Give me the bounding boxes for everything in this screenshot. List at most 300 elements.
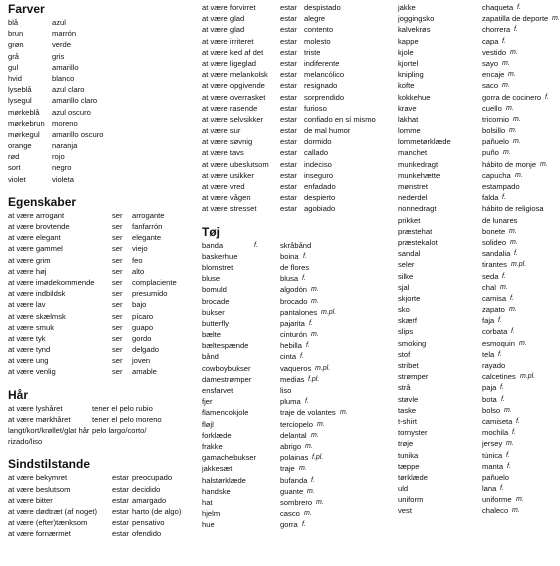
grammar-label: f. [498, 317, 502, 325]
spanish-term: inseguro [304, 170, 334, 180]
entry-row [202, 318, 390, 329]
entry-row [202, 251, 390, 262]
spanish-term: ser [112, 255, 123, 265]
danish-term: at være indbildsk [8, 289, 66, 299]
spanish-term: estar [280, 25, 297, 35]
spanish-term: calcetines [482, 372, 516, 382]
danish-term: rizado/liso [8, 437, 43, 447]
danish-term: at være elegant [8, 233, 61, 243]
grammar-label: m.pl. [321, 308, 337, 316]
danish-term: kappe [398, 36, 419, 46]
danish-term: at være vred [202, 182, 245, 191]
entry-row [202, 296, 390, 307]
spanish-term: resignado [304, 81, 338, 91]
entry-row [202, 69, 390, 80]
spanish-term: furioso [304, 103, 327, 113]
entry-row [202, 2, 390, 13]
danish-term: forklæde [202, 430, 232, 440]
entry-row [398, 92, 554, 103]
danish-term: at være dødtræt (af noget) [8, 506, 98, 516]
spanish-term: cinta [280, 352, 297, 362]
danish-term: silke [398, 271, 414, 281]
grammar-label: m. [509, 227, 517, 235]
spanish-term: melancólico [304, 70, 345, 80]
entry-row [202, 147, 390, 158]
grammar-label: m. [515, 171, 523, 179]
grammar-label: m. [340, 409, 348, 417]
entry-row [8, 243, 198, 254]
toj-list [202, 240, 390, 531]
spanish-term: uniforme [482, 495, 512, 505]
danish-term: at være beslutsom [8, 484, 71, 494]
entry-row [398, 147, 554, 158]
entry-row [8, 28, 198, 39]
entry-row [398, 494, 554, 505]
entry-row [398, 103, 554, 114]
spanish-term: faja [482, 316, 495, 326]
danish-term: t-shirt [398, 416, 417, 426]
spanish-term: azul [52, 18, 66, 27]
entry-row [202, 240, 390, 251]
spanish-term: estar [280, 58, 297, 68]
spanish-term: ser [112, 222, 123, 231]
spanish-term: falda [482, 193, 499, 203]
danish-term: bælte [202, 330, 221, 340]
spanish-term: casco [280, 509, 300, 519]
danish-term: violet [8, 174, 26, 184]
grammar-label: f. [300, 353, 304, 361]
spanish-term: fanfarrón [132, 222, 163, 231]
spanish-term: elegante [132, 233, 162, 243]
entry-row [202, 36, 390, 47]
grammar-label: f. [302, 275, 306, 283]
grammar-label: f. [303, 252, 307, 260]
entry-row [398, 338, 554, 349]
spanish-term: bolsillo [482, 126, 506, 136]
spanish-term: bolso [482, 405, 501, 415]
danish-term: lakhat [398, 114, 419, 124]
danish-term: at være skælmsk [8, 311, 66, 321]
spanish-term: sorprendido [304, 92, 345, 102]
spanish-term: estar [112, 518, 129, 528]
entry-row [8, 232, 198, 243]
spanish-term: presumido [132, 289, 168, 299]
danish-term: gul [8, 62, 19, 72]
grammar-label: m. [552, 15, 560, 23]
spanish-term: arrogante [132, 210, 165, 220]
spanish-term: estar [112, 473, 129, 483]
danish-term: stof [398, 349, 411, 359]
danish-term: at være imødekommende [8, 277, 95, 287]
entry-row [202, 103, 390, 114]
spanish-term: estar [280, 170, 297, 180]
entry-row [8, 107, 198, 118]
danish-term: at være sur [202, 126, 241, 136]
grammar-label: f. [309, 319, 313, 327]
spanish-term: de mal humor [304, 126, 351, 136]
spanish-term: blanco [52, 73, 75, 83]
spanish-term: pañuelo [482, 137, 510, 147]
entry-row [202, 486, 390, 497]
spanish-term: jersey [482, 439, 503, 449]
danish-term: bomuld [202, 285, 227, 295]
entry-row [8, 129, 198, 140]
sindstilstande-continued-list [202, 2, 390, 215]
entry-row [8, 322, 198, 333]
danish-term: grå [8, 51, 19, 61]
spanish-term: gorra de cocinero [482, 92, 542, 102]
danish-term: sjal [398, 282, 410, 292]
danish-term: prikket [398, 215, 421, 225]
spanish-term: traje [280, 464, 295, 474]
heading-egenskaber: Egenskaber [8, 194, 77, 209]
entry-row [202, 136, 390, 147]
danish-term: at være tavs [202, 148, 244, 158]
entry-row [202, 114, 390, 125]
danish-term: bukser [202, 307, 225, 317]
spanish-term: bufanda [280, 475, 308, 485]
farver-list [8, 17, 198, 185]
spanish-term: ser [112, 300, 123, 310]
danish-term: bæltespænde [202, 341, 249, 351]
spanish-term: bota [482, 394, 497, 404]
entry-row [8, 472, 198, 483]
grammar-label: m. [509, 306, 517, 314]
grammar-label: m. [305, 442, 313, 450]
danish-term: at være gammel [8, 244, 63, 254]
entry-row [202, 92, 390, 103]
entry-row [8, 174, 198, 185]
entry-row [398, 461, 554, 472]
spanish-term: paja [482, 383, 497, 393]
danish-term: lommetørklæde [398, 137, 451, 147]
entry-row [202, 351, 390, 362]
danish-term: mørkegul [8, 129, 40, 139]
entry-row [8, 17, 198, 28]
entry-row [398, 69, 554, 80]
danish-term: skjorte [398, 293, 421, 303]
entry-row [398, 215, 554, 226]
spanish-term: bajo [132, 300, 147, 310]
entry-row [202, 203, 390, 214]
entry-row [202, 170, 390, 181]
danish-term: at være irriteret [202, 36, 254, 46]
entry-row [398, 416, 554, 427]
danish-term: cowboybukser [202, 363, 251, 373]
entry-row [398, 36, 554, 47]
entry-row [202, 24, 390, 35]
spanish-term: ser [112, 233, 123, 243]
spanish-term: estar [280, 92, 297, 102]
entry-row [202, 385, 390, 396]
entry-row [202, 181, 390, 192]
spanish-term: ser [112, 277, 123, 287]
grammar-label: m. [299, 465, 307, 473]
danish-term: at være rasende [202, 103, 258, 113]
danish-term: at være tyk [8, 333, 46, 343]
spanish-term: feo [132, 255, 143, 265]
entry-row [202, 47, 390, 58]
spanish-term: polainas [280, 453, 309, 463]
grammar-label: f. [506, 451, 510, 459]
entry-row [202, 463, 390, 474]
entry-row [202, 329, 390, 340]
entry-row [8, 344, 198, 355]
danish-term: seler [398, 260, 415, 270]
grammar-label: f. [514, 250, 518, 258]
danish-term: at være høj [8, 266, 47, 276]
spanish-term: ser [112, 244, 123, 254]
danish-term: at være grim [8, 255, 51, 265]
spanish-term: amarillo oscuro [52, 129, 104, 139]
entry-row [398, 405, 554, 416]
spanish-term: camiseta [482, 416, 513, 426]
grammar-label: m. [317, 420, 325, 428]
egenskaber-list [8, 210, 198, 378]
danish-term: at være (efter)tænksom [8, 518, 88, 528]
spanish-term: estar [280, 14, 297, 24]
entry-row [8, 277, 198, 288]
spanish-term: contento [304, 25, 334, 35]
danish-term: at være brovtende [8, 222, 70, 231]
spanish-term: callado [304, 148, 329, 158]
spanish-term: viejo [132, 244, 148, 254]
grammar-label: m. [502, 59, 510, 67]
entry-row [8, 266, 198, 277]
spanish-term: skråbånd [280, 240, 312, 250]
entry-row [202, 363, 390, 374]
grammar-label: m. [513, 115, 521, 123]
entry-row [202, 273, 390, 284]
danish-term: at være smuk [8, 322, 54, 332]
spanish-term: ser [112, 345, 123, 355]
grammar-label: f.pl. [312, 454, 324, 462]
danish-term: stribet [398, 361, 419, 370]
grammar-label: m. [311, 297, 319, 305]
spanish-term: zapato [482, 305, 505, 315]
entry-row [398, 304, 554, 315]
entry-row [398, 136, 554, 147]
danish-term: langt/kort/krøllet/glat hår [8, 426, 90, 435]
grammar-label: f. [510, 294, 514, 302]
entry-row [398, 2, 554, 13]
grammar-label: f. [516, 417, 520, 425]
spanish-term: decidido [132, 484, 161, 494]
danish-term: lomme [398, 126, 421, 136]
entry-row [398, 159, 554, 170]
spanish-term: brocado [280, 296, 308, 306]
spanish-term: azul claro [52, 85, 85, 95]
spanish-term: tirantes [482, 260, 507, 270]
danish-term: banda [202, 240, 224, 250]
danish-term: uniform [398, 495, 424, 505]
entry-row [398, 382, 554, 393]
grammar-label: m. [311, 286, 319, 294]
spanish-term: guapo [132, 322, 154, 332]
danish-term: damestrømper [202, 374, 252, 384]
danish-term: at være vågen [202, 193, 251, 203]
grammar-label: f. [311, 476, 315, 484]
spanish-term: ser [112, 266, 123, 276]
spanish-term: amable [132, 367, 157, 377]
danish-term: ensfarvet [202, 386, 234, 395]
spanish-term: enfadado [304, 182, 336, 191]
spanish-term: túnica [482, 450, 503, 460]
spanish-term: hábito de monje [482, 159, 537, 169]
entry-row [202, 441, 390, 452]
entry-row [398, 259, 554, 270]
grammar-label: f.pl. [308, 375, 320, 383]
entry-row [202, 340, 390, 351]
danish-term: sko [398, 305, 410, 315]
entry-row [8, 299, 198, 310]
spanish-term: hábito de religiosa [482, 204, 544, 214]
spanish-term: ser [112, 322, 123, 332]
danish-term: at være ubeslutsom [202, 159, 269, 169]
entry-row [8, 517, 198, 528]
spanish-term: abrigo [280, 441, 302, 451]
grammar-label: f. [305, 398, 309, 406]
grammar-label: m. [512, 507, 520, 515]
heading-har: Hår [8, 387, 29, 402]
spanish-term: capa [482, 36, 499, 46]
grammar-label: f. [517, 4, 521, 11]
entry-row [398, 125, 554, 136]
spanish-term: mochila [482, 428, 509, 438]
grammar-label: f. [502, 194, 506, 202]
danish-term: trøje [398, 439, 414, 449]
spanish-term: estar [112, 484, 129, 494]
spanish-term: esmoquin [482, 338, 515, 348]
spanish-term: despistado [304, 3, 341, 12]
entry-row [202, 159, 390, 170]
har-list [8, 403, 198, 448]
spanish-term: ser [112, 356, 123, 366]
danish-term: baskerhue [202, 251, 238, 261]
danish-term: at være fornærmet [8, 529, 71, 539]
entry-row [8, 151, 198, 162]
spanish-term: guante [280, 486, 304, 496]
spanish-term: estar [280, 3, 297, 12]
danish-term: at være bekymret [8, 473, 68, 483]
danish-term: nederdel [398, 193, 428, 203]
entry-row [202, 497, 390, 508]
spanish-term: alegre [304, 14, 326, 24]
spanish-term: estar [280, 81, 297, 91]
danish-term: kalvekrøs [398, 25, 431, 35]
danish-term: kjortel [398, 58, 419, 68]
danish-term: fjer [202, 397, 213, 407]
spanish-term: estar [112, 529, 129, 539]
entry-row [8, 95, 198, 106]
spanish-term: pantalones [280, 307, 318, 317]
spanish-term: gorra [280, 520, 298, 530]
danish-term: krave [398, 103, 417, 113]
spanish-term: chorrera [482, 25, 511, 35]
spanish-term: estar [112, 495, 129, 505]
spanish-term: dormido [304, 137, 332, 147]
danish-term: gamachebukser [202, 453, 257, 463]
grammar-label: m. [504, 406, 512, 414]
danish-term: at være glad [202, 25, 245, 35]
entry-row [398, 349, 554, 360]
danish-term: uld [398, 484, 409, 494]
spanish-term: delantal [280, 430, 307, 440]
column-left [8, 2, 198, 540]
toj-continued-list [398, 2, 560, 517]
grammar-label: m. [510, 48, 518, 56]
danish-term: at være forvirret [202, 3, 256, 12]
grammar-label: m. [510, 238, 518, 246]
spanish-term: marrón [52, 29, 77, 39]
entry-row [202, 374, 390, 385]
danish-term: lysegul [8, 96, 32, 106]
spanish-term: chal [482, 282, 496, 292]
entry-row [202, 508, 390, 519]
grammar-label: m.pl. [511, 261, 527, 269]
danish-term: hvid [8, 73, 22, 83]
spanish-term: agobiado [304, 204, 336, 214]
spanish-term: tener el pelo moreno [92, 414, 162, 424]
column-right [398, 2, 560, 517]
spanish-term: ofendido [132, 529, 162, 539]
danish-term: at være arrogant [8, 210, 65, 220]
entry-row [202, 407, 390, 418]
entry-row [202, 125, 390, 136]
heading-toj: Tøj [202, 224, 220, 239]
danish-term: mønstret [398, 182, 428, 191]
danish-term: mørkebrun [8, 118, 45, 128]
spanish-term: gordo [132, 333, 152, 343]
entry-row [398, 58, 554, 69]
entry-row [8, 39, 198, 50]
danish-term: orange [8, 141, 32, 151]
entry-row [8, 118, 198, 129]
entry-row [398, 248, 554, 259]
entry-row [8, 140, 198, 151]
entry-row [398, 483, 554, 494]
spanish-term: complaciente [132, 277, 177, 287]
danish-term: frakke [202, 441, 223, 451]
grammar-label: m. [316, 498, 324, 506]
spanish-term: indiferente [304, 58, 340, 68]
danish-term: halstørklæde [202, 475, 246, 485]
danish-term: at være ung [8, 356, 49, 366]
entry-row [202, 430, 390, 441]
entry-row [202, 307, 390, 318]
danish-term: tunika [398, 450, 419, 460]
grammar-label: f. [498, 350, 502, 358]
spanish-term: hebilla [280, 341, 302, 351]
danish-term: smoking [398, 338, 427, 348]
entry-row [202, 13, 390, 24]
danish-term: at være glad [202, 14, 245, 24]
danish-term: grøn [8, 40, 24, 50]
entry-row [8, 51, 198, 62]
grammar-label: f. [511, 328, 515, 336]
spanish-term: harto (de algo) [132, 506, 182, 516]
spanish-term: estar [280, 47, 297, 57]
danish-term: at være lyshåret [8, 403, 63, 413]
grammar-label: m. [500, 283, 508, 291]
danish-term: at være søvnig [202, 137, 253, 147]
danish-term: kofte [398, 81, 415, 91]
danish-term: at være ligeglad [202, 58, 257, 68]
danish-term: præstehat [398, 226, 433, 236]
danish-term: sandal [398, 249, 421, 259]
grammar-label: f. [254, 241, 258, 249]
spanish-term: amarillo claro [52, 96, 98, 106]
